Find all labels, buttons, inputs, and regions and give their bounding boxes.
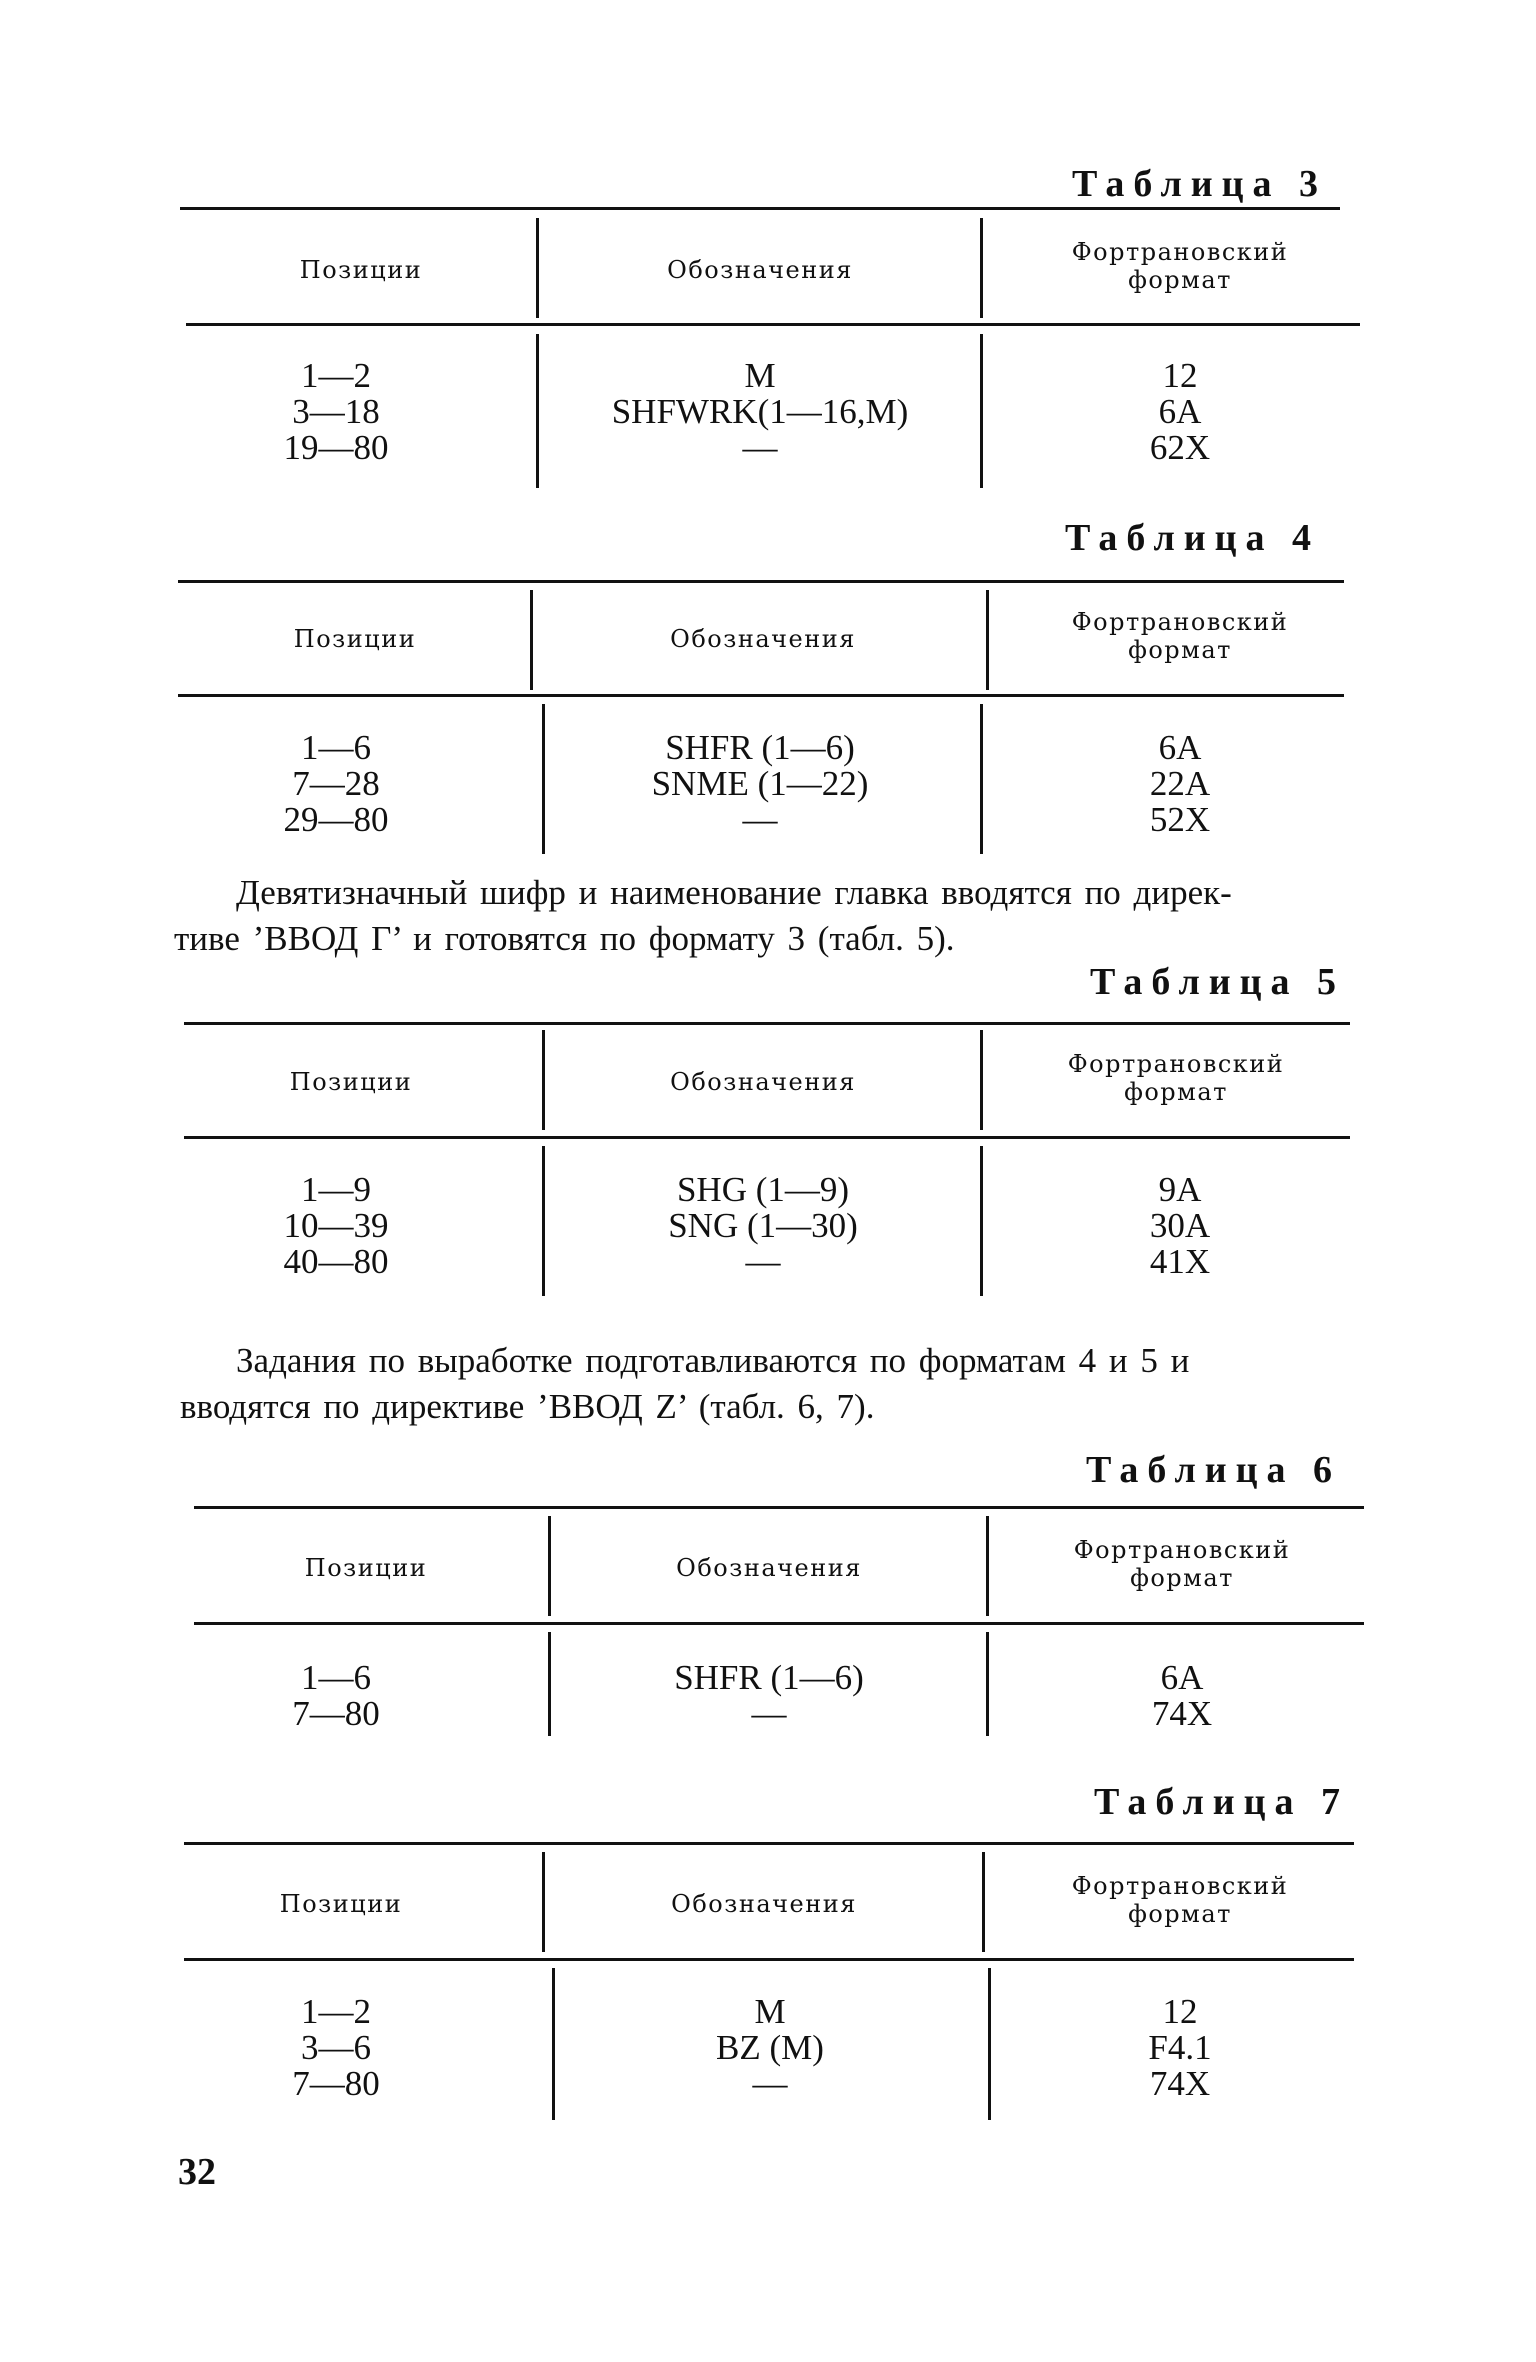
table-4-header-format: Фортрановский формат [1071, 608, 1289, 664]
table-7-caption: Таблица 7 [1094, 1781, 1350, 1823]
page-number: 32 [178, 2151, 216, 2193]
table-6-header-divider [548, 1516, 551, 1616]
table-3-top-rule [180, 207, 1340, 210]
table-6-designations: SHFR (1—6) — [674, 1658, 864, 1733]
table-5-header-divider [980, 1030, 983, 1130]
table-7-top-rule [184, 1842, 1354, 1845]
table-6-body-divider [986, 1632, 989, 1736]
table-4-caption: Таблица 4 [1065, 517, 1321, 559]
table-7-header-positions: Позиции [279, 1890, 403, 1918]
table-5-header-divider [542, 1030, 545, 1130]
table-7-designations: M BZ (M) — [716, 1992, 824, 2103]
table-4-top-rule [178, 580, 1344, 583]
table-6-top-rule [194, 1506, 1364, 1509]
table-7-positions: 1—2 3—6 7—80 [292, 1992, 380, 2103]
table-3-header-format: Фортрановский формат [1071, 238, 1289, 294]
table-5-header-designations: Обозначения [670, 1068, 856, 1096]
table-5-formats: 9A 30A 41X [1149, 1170, 1211, 1281]
table-4-header-rule [178, 694, 1344, 697]
paragraph-1-line-1: Девятизначный шифр и наименование главка вводятся по дирек- [236, 873, 1232, 912]
table-4-positions: 1—6 7—28 29—80 [283, 728, 389, 839]
table-6-header-format: Фортрановский формат [1073, 1536, 1291, 1592]
table-5-caption: Таблица 5 [1090, 961, 1346, 1003]
table-4-formats: 6A 22A 52X [1149, 728, 1211, 839]
table-3-formats: 12 6A 62X [1149, 356, 1211, 467]
table-6-body-divider [548, 1632, 551, 1736]
table-3-body-divider [980, 334, 983, 488]
table-7-header-rule [184, 1958, 1354, 1961]
table-5-designations: SHG (1—9) SNG (1—30) — [668, 1170, 858, 1281]
paragraph-2-line-1: Задания по выработке подготавливаются по форматам 4 и 5 и [236, 1341, 1190, 1380]
table-6-caption: Таблица 6 [1086, 1449, 1342, 1491]
table-7-header-designations: Обозначения [671, 1890, 857, 1918]
table-6-positions: 1—6 7—80 [292, 1658, 380, 1733]
table-3-header-divider [536, 218, 539, 318]
table-4-header-divider [986, 590, 989, 690]
table-7-header-divider [542, 1852, 545, 1952]
table-3-caption: Таблица 3 [1072, 163, 1328, 205]
table-3-header-divider [980, 218, 983, 318]
table-4-designations: SHFR (1—6) SNME (1—22) — [651, 728, 869, 839]
table-5-body-divider [980, 1146, 983, 1296]
table-5-top-rule [184, 1022, 1350, 1025]
table-7-header-divider [982, 1852, 985, 1952]
table-3-body-divider [536, 334, 539, 488]
table-5-header-format: Фортрановский формат [1067, 1050, 1285, 1106]
paragraph-2-line-2: вводятся по директиве ’ВВОД Z’ (табл. 6, 7). [180, 1387, 875, 1426]
table-5-body-divider [542, 1146, 545, 1296]
table-3-header-positions: Позиции [299, 256, 423, 284]
table-4-body-divider [980, 704, 983, 854]
table-3-designations: M SHFWRK(1—16,M) — [611, 356, 909, 467]
table-3-header-designations: Обозначения [667, 256, 853, 284]
table-5-header-rule [184, 1136, 1350, 1139]
paragraph-1-line-2: тиве ’ВВОД Г’ и готовятся по формату 3 (табл. 5). [174, 919, 955, 958]
table-3-positions: 1—2 3—18 19—80 [283, 356, 389, 467]
table-4-header-designations: Обозначения [670, 625, 856, 653]
table-3-header-rule [186, 323, 1360, 326]
table-6-header-positions: Позиции [304, 1554, 428, 1582]
table-4-header-divider [530, 590, 533, 690]
table-6-formats: 6A 74X [1151, 1658, 1213, 1733]
table-7-formats: 12 F4.1 74X [1148, 1992, 1212, 2103]
table-6-header-divider [986, 1516, 989, 1616]
table-5-header-positions: Позиции [289, 1068, 413, 1096]
table-7-header-format: Фортрановский формат [1071, 1872, 1289, 1928]
table-4-header-positions: Позиции [293, 625, 417, 653]
table-5-positions: 1—9 10—39 40—80 [283, 1170, 389, 1281]
table-6-header-rule [194, 1622, 1364, 1625]
table-6-header-designations: Обозначения [676, 1554, 862, 1582]
